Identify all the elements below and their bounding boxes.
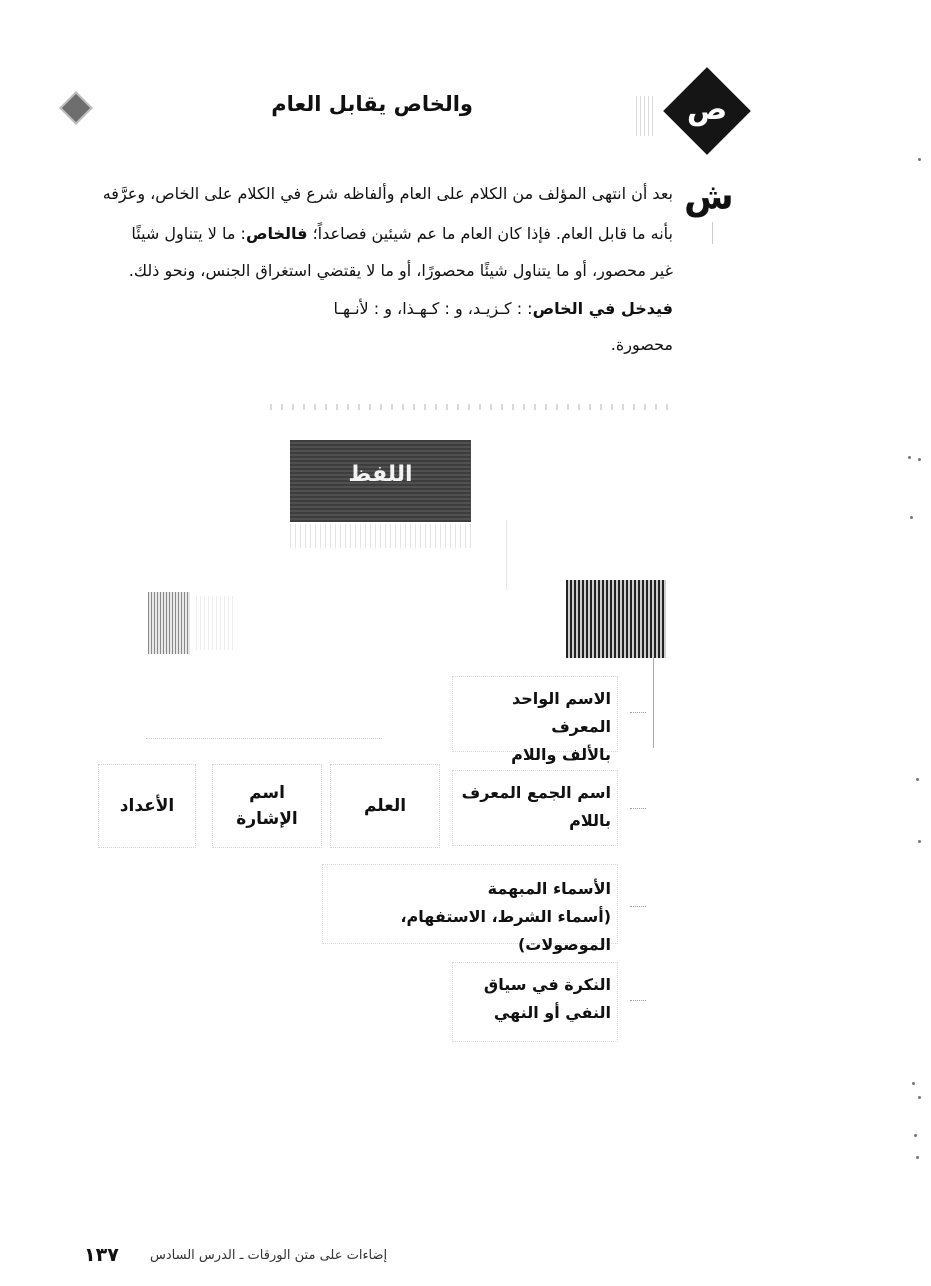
- paragraph-line: [53, 224, 673, 244]
- diagram-branch-ghost: [196, 596, 236, 650]
- commentary-marker: ش: [684, 177, 734, 218]
- diagram-branch-general: [148, 592, 190, 654]
- diagram-side-box: [330, 764, 440, 848]
- page-number: ١٣٧: [84, 1244, 119, 1266]
- diamond-ornament-icon: [62, 94, 90, 122]
- diagram-item: [452, 676, 618, 764]
- paragraph-line: [53, 299, 673, 319]
- text-run: : ما لا يتناول شيئًا: [131, 224, 246, 243]
- diagram-side-box: [212, 764, 322, 848]
- diagram-tick: [630, 906, 646, 907]
- margin-dot: [908, 456, 911, 459]
- margin-dot: [918, 458, 921, 461]
- side-line: الأعداد: [119, 796, 175, 816]
- item-line: اسم الجمع المعرف: [461, 783, 611, 802]
- margin-rule: [712, 222, 713, 244]
- section-title: والخاص يقابل العام: [271, 92, 473, 116]
- diagram-branch-specific: [566, 580, 666, 658]
- bold-term: فالخاص: [245, 224, 308, 243]
- diagram-side-box: [98, 764, 196, 848]
- diagram-tick: [630, 808, 646, 809]
- diagram-bracket: [653, 658, 654, 748]
- faint-separator: [270, 404, 670, 410]
- margin-dot: [910, 516, 913, 519]
- paragraph-line: غير محصور، أو ما يتناول شيئًا محصورًا، أو ما لا يقتضي استغراق الجنس، ونحو ذلك.: [128, 261, 673, 280]
- footer-caption: إضاءات على متن الورقات ـ الدرس السادس: [150, 1248, 388, 1263]
- margin-dot: [912, 1082, 915, 1085]
- section-badge-letter: ص: [686, 92, 728, 127]
- diagram-connector: [506, 520, 507, 590]
- diagram-root-shadow: [290, 524, 471, 548]
- side-line: الإشارة: [236, 809, 298, 829]
- margin-dot: [916, 778, 919, 781]
- item-line: (أسماء الشرط، الاستفهام، الموصولات): [400, 907, 611, 954]
- diagram-root-label: اللفظ: [348, 462, 413, 487]
- item-line: الاسم الواحد المعرف: [511, 689, 611, 736]
- diagram-item: [322, 864, 618, 954]
- diagram-tick: [630, 1000, 646, 1001]
- paragraph-line: محصورة.: [610, 335, 673, 354]
- scan-lines: [636, 96, 656, 136]
- margin-dot: [916, 1156, 919, 1159]
- diagram-item: [452, 962, 618, 1042]
- item-line: بالألف واللام: [511, 745, 611, 764]
- margin-dot: [918, 1096, 921, 1099]
- margin-dot: [914, 1134, 917, 1137]
- item-line: النكرة في سياق: [483, 975, 611, 994]
- margin-dot: [918, 840, 921, 843]
- item-line: الأسماء المبهمة: [487, 879, 611, 898]
- side-line: العلم: [363, 796, 407, 816]
- bold-term: فيدخل في الخاص: [532, 299, 673, 318]
- side-line: اسم: [249, 783, 285, 803]
- text-run: بأنه ما قابل العام. فإذا كان العام ما عم شيئين فصاعداً؛: [307, 224, 673, 243]
- diagram-item: [452, 770, 618, 846]
- item-line: النفي أو النهي: [493, 1003, 611, 1022]
- margin-dot: [918, 158, 921, 161]
- diagram-tick: [630, 712, 646, 713]
- text-run: : : كـزيـد، و : كـهـذا، و : لأنـهـا: [333, 299, 533, 318]
- item-line: باللام: [569, 811, 611, 830]
- paragraph-line: بعد أن انتهى المؤلف من الكلام على العام وألفاظه شرع في الكلام على الخاص، وعرَّفه: [102, 184, 673, 203]
- diagram-row-rule: [146, 738, 382, 739]
